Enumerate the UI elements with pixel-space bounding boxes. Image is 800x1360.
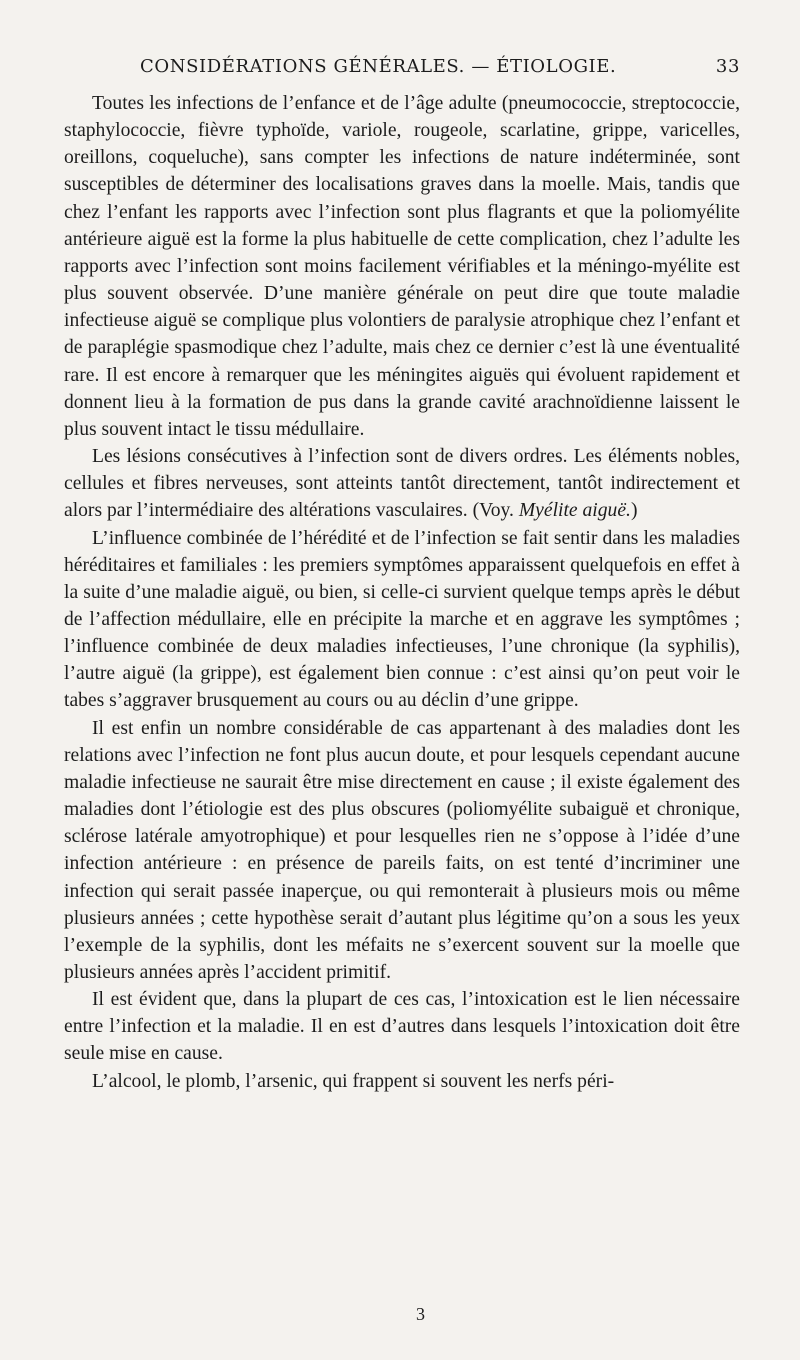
paragraph-1: Toutes les infections de l’enfance et de l’âge adulte (pneumococcie, streptococcie, staphylococcie, fièvre typhoïde, variole, rougeole, scarlatine, grippe, varicelles, oreillons, coqueluche), sans compter les infections de nature indéterminée, sont susceptibles de déterminer des localisations graves dans la moelle. Mais, tandis que chez l’enfant les rapports avec l’infection sont plus flagrants et que la poliomyélite antérieure aiguë est la forme la plus habituelle de cette complication, chez l’adulte les rapports avec l’infection sont moins facilement vérifiables et la méningo-myélite est plus souvent observée. D’une manière générale on peut dire que toute maladie infectieuse aiguë se complique plus volontiers de paralysie atrophique chez l’enfant et de paraplégie spasmodique chez l’adulte, mais chez ce dernier c’est là une éventualité rare. Il est encore à remarquer que les méningites aiguës qui évoluent rapidement et donnent lieu à la formation de pus dans la grande cavité arachnoïdienne laissent le plus souvent intact le tissu médullaire. [64, 93, 740, 440]
paragraph-6: L’alcool, le plomb, l’arsenic, qui frappent si souvent les nerfs péri- [92, 1070, 615, 1092]
page-number: 33 [715, 56, 740, 77]
paragraph-2-emphasis: Myélite aiguë. [518, 500, 631, 522]
paragraph-2-closing: ) [630, 500, 638, 522]
paragraph-3: L’influence combinée de l’hérédité et de l’infection se fait sentir dans les maladies héréditaires et familiales : les premiers symptômes apparaissent quelquefois en effet à la suite d’une maladie aiguë, ou bien, si celle-ci survient quelque temps après le début de l’affection médullaire, elle en précipite la marche et en aggrave les symptômes ; l’influence combinée de deux maladies infectieuses, l’une chronique (la syphilis), l’autre aiguë (la grippe), est également bien connue : c’est ainsi qu’on peut voir le tabes s’aggraver brusquement au cours ou au déclin d’une grippe. [64, 527, 740, 712]
running-title: CONSIDÉRATIONS GÉNÉRALES. — ÉTIOLOGIE. [140, 56, 617, 77]
signature-mark: 3 [416, 1304, 425, 1324]
body-text [64, 90, 740, 1095]
paragraph-4: Il est enfin un nombre considérable de cas appartenant à des maladies dont les relations avec l’infection ne font plus aucun doute, et pour lesquels cependant aucune maladie infectieuse ne saurait être mise directement en cause ; il existe également des maladies dont l’étiologie est des plus obscures (poliomyélite subaiguë et chronique, sclérose latérale amyotrophique) et pour lesquelles rien ne s’oppose à l’idée d’une infection antérieure : en présence de pareils faits, on est tenté d’incriminer une infection qui serait passée inaperçue, ou qui remonterait à plusieurs mois ou même plusieurs années ; cette hypothèse serait d’autant plus légitime qu’on a sous les yeux l’exemple de la syphilis, dont les méfaits ne s’exercent souvent sur la moelle que plusieurs années après l’accident primitif. [64, 717, 740, 983]
paragraph-5: Il est évident que, dans la plupart de ces cas, l’intoxication est le lien nécessaire entre l’infection et la maladie. Il en est d’autres dans lesquels l’intoxication doit être seule mise en cause. [64, 989, 740, 1065]
paragraph-2 [64, 443, 740, 524]
page-header [64, 56, 740, 90]
paragraph-2-text: Les lésions consécutives à l’infection sont de divers ordres. Les éléments nobles, cellules et fibres nerveuses, sont atteints tantôt directement, tantôt indirectement et alors par l’intermédiaire des altérations vasculaires. (Voy. [64, 446, 740, 522]
